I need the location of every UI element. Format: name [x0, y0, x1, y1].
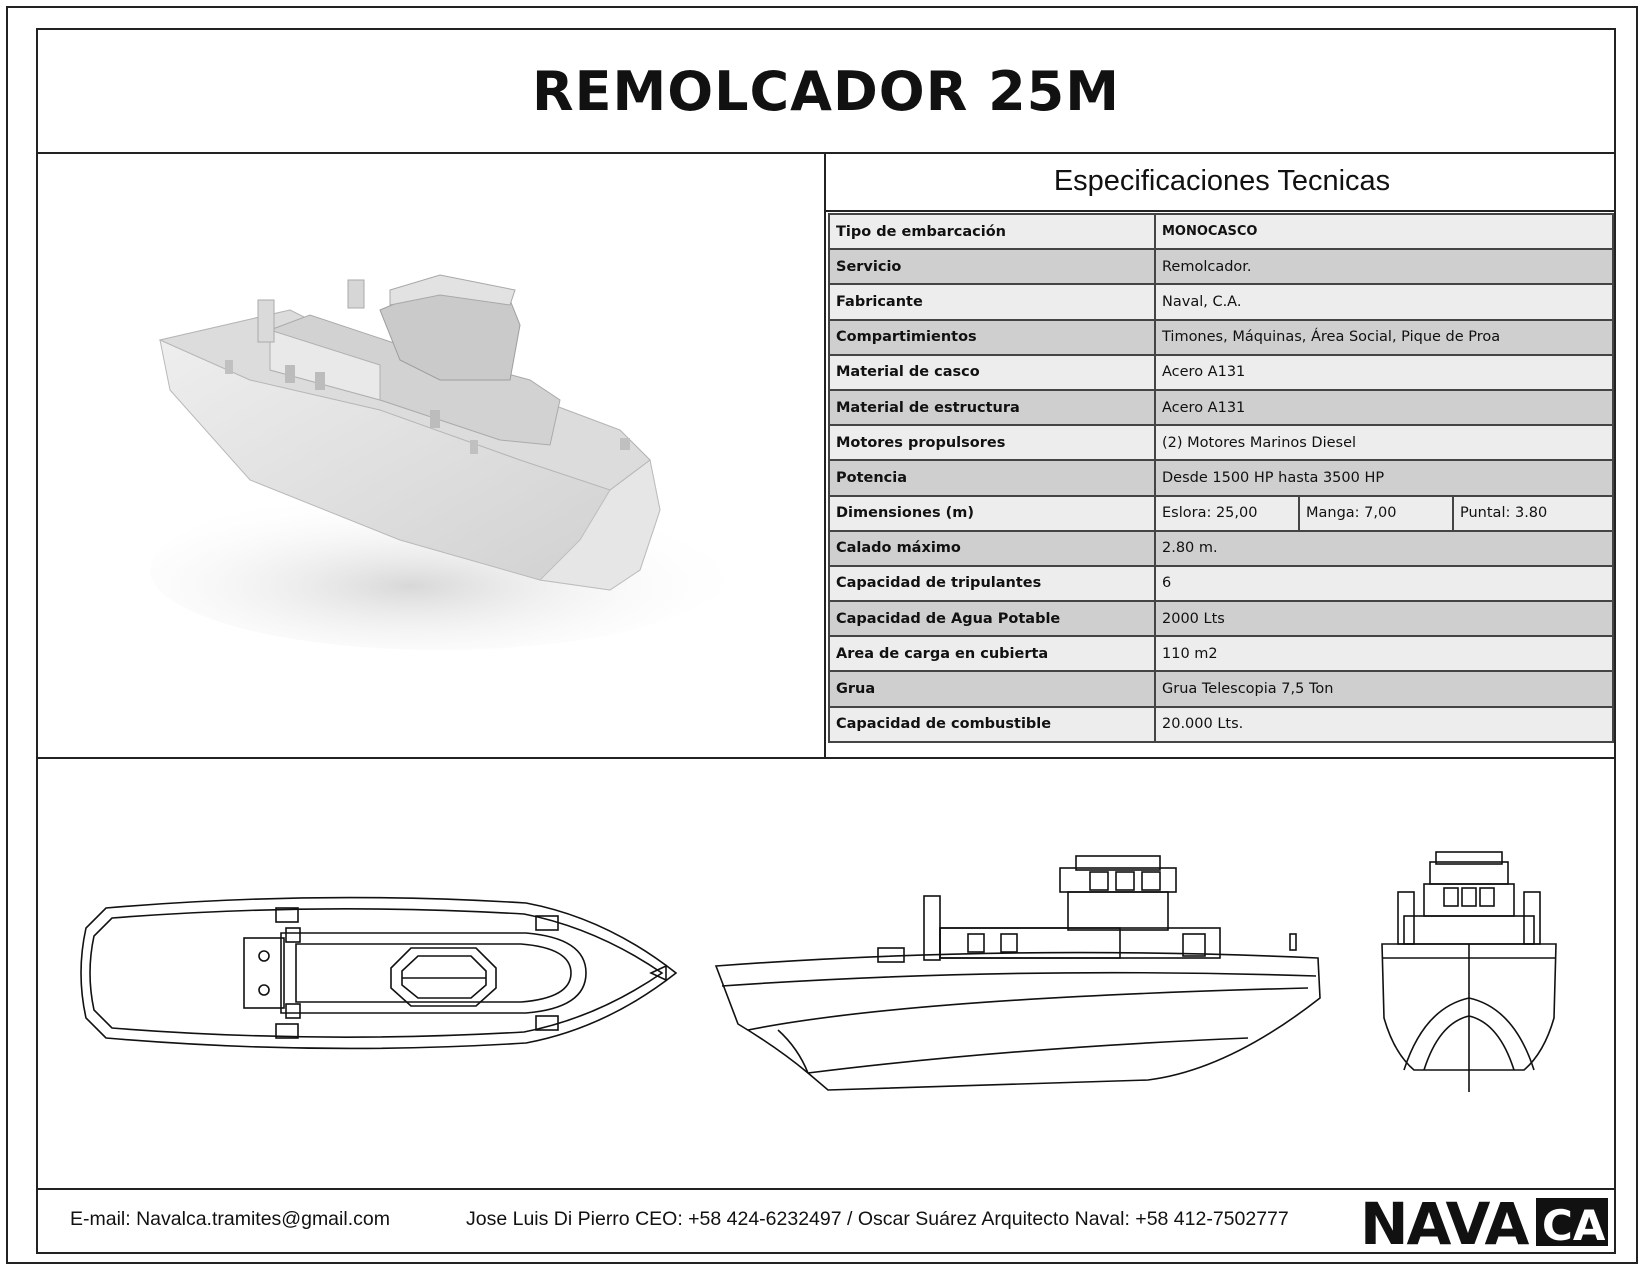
spec-value-manga: Manga: 7,00 [1299, 496, 1453, 531]
section-divider [38, 757, 1614, 759]
spec-value-puntal: Puntal: 3.80 [1453, 496, 1613, 531]
spec-value: Acero A131 [1155, 390, 1613, 425]
spec-value: (2) Motores Marinos Diesel [1155, 425, 1613, 460]
spec-value: Desde 1500 HP hasta 3500 HP [1155, 460, 1613, 495]
spec-label: Capacidad de Agua Potable [829, 601, 1155, 636]
spec-value: 2000 Lts [1155, 601, 1613, 636]
spec-label: Capacidad de combustible [829, 707, 1155, 742]
footer-contacts: Jose Luis Di Pierro CEO: +58 424-6232497 / Oscar Suárez Arquitecto Naval: +58 412-7502777 [466, 1208, 1289, 1230]
navalca-logo [1356, 1190, 1612, 1252]
column-divider [824, 152, 826, 758]
svg-text:CA: CA [1542, 1201, 1606, 1250]
spec-label: Motores propulsores [829, 425, 1155, 460]
spec-label: Area de carga en cubierta [829, 636, 1155, 671]
spec-heading-divider [826, 210, 1614, 212]
table-row [829, 496, 1613, 531]
table-row [829, 460, 1613, 495]
spec-value: MONOCASCO [1155, 214, 1613, 249]
svg-text:NAVA: NAVA [1360, 1190, 1528, 1252]
spec-value-eslora: Eslora: 25,00 [1155, 496, 1299, 531]
spec-value: Acero A131 [1155, 355, 1613, 390]
footer-email[interactable]: E-mail: Navalca.tramites@gmail.com [70, 1208, 390, 1230]
spec-label: Potencia [829, 460, 1155, 495]
spec-label: Servicio [829, 249, 1155, 284]
spec-label: Capacidad de tripulantes [829, 566, 1155, 601]
table-row [829, 249, 1613, 284]
spec-value: Timones, Máquinas, Área Social, Pique de Proa [1155, 320, 1613, 355]
table-row [829, 214, 1613, 249]
spec-value: 110 m2 [1155, 636, 1613, 671]
spec-label: Tipo de embarcación [829, 214, 1155, 249]
spec-label: Compartimientos [829, 320, 1155, 355]
table-row [829, 320, 1613, 355]
spec-value: 20.000 Lts. [1155, 707, 1613, 742]
spec-value: Grua Telescopia 7,5 Ton [1155, 671, 1613, 706]
table-row [829, 707, 1613, 742]
spec-value: Remolcador. [1155, 249, 1613, 284]
table-row [829, 566, 1613, 601]
tugboat-front-view [1374, 848, 1564, 1098]
tugboat-top-view [66, 878, 686, 1068]
spec-table [828, 213, 1614, 743]
table-row [829, 601, 1613, 636]
spec-label: Material de estructura [829, 390, 1155, 425]
page-title: REMOLCADOR 25M [532, 59, 1120, 123]
table-row [829, 671, 1613, 706]
spec-value: 6 [1155, 566, 1613, 601]
spec-label: Grua [829, 671, 1155, 706]
table-row [829, 531, 1613, 566]
table-row [829, 425, 1613, 460]
spec-label: Calado máximo [829, 531, 1155, 566]
table-row [829, 355, 1613, 390]
spec-value: Naval, C.A. [1155, 284, 1613, 319]
table-row [829, 390, 1613, 425]
spec-heading: Especificaciones Tecnicas [1053, 164, 1391, 197]
tugboat-3d-render [140, 270, 740, 650]
spec-label: Dimensiones (m) [829, 496, 1155, 531]
table-row [829, 636, 1613, 671]
spec-label: Material de casco [829, 355, 1155, 390]
table-row [829, 284, 1613, 319]
spec-label: Fabricante [829, 284, 1155, 319]
tugboat-side-view [708, 848, 1328, 1108]
spec-value: 2.80 m. [1155, 531, 1613, 566]
